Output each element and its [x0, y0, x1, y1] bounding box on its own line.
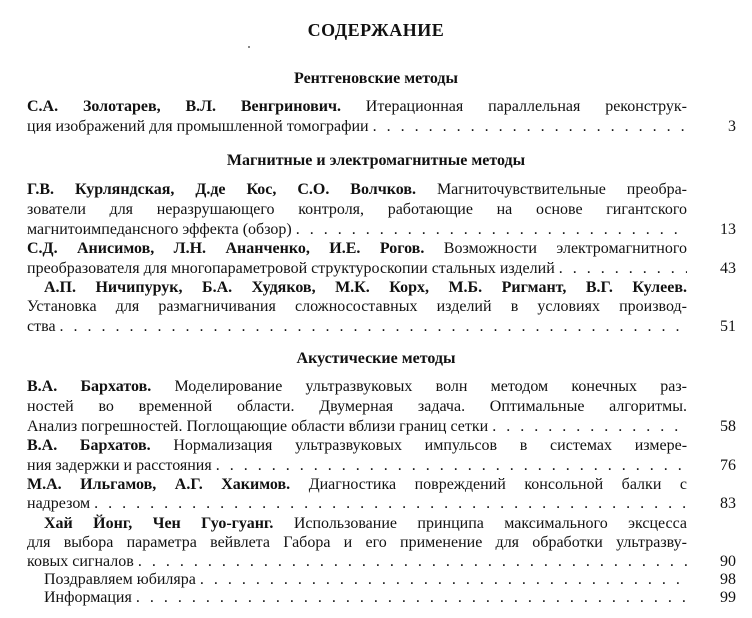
- entry-4-title-part-3: ства: [27, 318, 56, 335]
- entry-8-title-part-1: Использование принципа максимального эксцесса: [293, 515, 688, 532]
- entry-2-page: 13: [720, 221, 736, 238]
- scan-speck: [248, 46, 250, 48]
- entry-3-page: 43: [720, 260, 736, 277]
- entry-2-authors: Г.В. Курляндская, Д.де Кос, С.О. Волчков.: [27, 181, 416, 198]
- entry-5-page: 58: [720, 418, 736, 435]
- section-heading-magnetic: Магнитные и электромагнитные методы: [226, 152, 526, 169]
- entry-3-authors: С.Д. Анисимов, Л.Н. Ананченко, И.Е. Рогов.: [27, 240, 425, 257]
- leader-dots: [373, 118, 687, 136]
- entry-4-line-2: Установка для размагничивания сложносоставных изделий в условиях производ-: [27, 298, 687, 315]
- entry-9-line: [44, 571, 687, 589]
- entry-2-title-part-3: магнитоимпедансного эффекта (обзор): [27, 221, 292, 238]
- entry-3-title-part-2: преобразователя для многопараметровой структуроскопии стальных изделий: [27, 260, 555, 277]
- entry-10-line: [44, 589, 687, 607]
- entry-5-line-2: ностей во временной области. Двумерная задача. Оптимальные алгоритмы.: [27, 398, 687, 415]
- entry-9-page: 98: [720, 571, 736, 588]
- entry-6-line-1: [27, 437, 687, 455]
- leader-dots: [200, 571, 687, 589]
- entry-8-line-3: [27, 553, 687, 571]
- entry-6-authors: В.А. Бархатов.: [27, 437, 151, 454]
- entry-8-line-2: для выбора параметра вейвлета Габора и его применение для обработки ультразву-: [27, 534, 687, 551]
- entry-10-title: Информация: [44, 589, 132, 606]
- entry-4-authors: А.П. Ничипурук, Б.А. Худяков, М.К. Корх, М.Б. Ригмант, В.Г. Кулеев.: [44, 279, 687, 296]
- entry-1-title-part-2: ция изображений для промышленной томографии: [27, 118, 369, 135]
- entry-2-line-3: [27, 221, 687, 239]
- entry-5-title-part-1: Моделирование ультразвуковых волн методом конечных раз-: [174, 378, 688, 395]
- entry-7-line-1: [27, 476, 687, 494]
- entry-5-line-3: [27, 418, 687, 436]
- leader-dots: [138, 553, 687, 571]
- entry-7-authors: М.А. Ильгамов, А.Г. Хакимов.: [27, 476, 291, 493]
- section-heading-xray: Рентгеновские методы: [294, 70, 458, 87]
- entry-6-line-2: [27, 457, 687, 475]
- entry-3-title-part-1: Возможности электромагнитного: [443, 240, 688, 257]
- entry-4-line-3: [27, 318, 687, 336]
- entry-4-page: 51: [720, 318, 736, 335]
- entry-2-title-part-1: Магниточувствительные преобра-: [436, 181, 688, 198]
- entry-5-authors: В.А. Бархатов.: [27, 378, 152, 395]
- entry-4-line-1: [44, 279, 687, 297]
- leader-dots: [94, 495, 687, 513]
- leader-dots: [136, 589, 687, 607]
- entry-5-title-part-3: Анализ погрешностей. Поглощающие области вблизи границ сетки: [27, 418, 489, 435]
- entry-1-line-1: [27, 98, 687, 116]
- leader-dots: [60, 318, 687, 336]
- entry-6-page: 76: [720, 457, 736, 474]
- entry-5-line-1: [27, 378, 687, 396]
- leader-dots: [492, 418, 687, 436]
- entry-7-page: 83: [720, 495, 736, 512]
- entry-10-page: 99: [720, 589, 736, 606]
- section-heading-acoustic: Акустические методы: [296, 350, 456, 367]
- entry-1-page: 3: [728, 118, 736, 135]
- entry-8-title-part-3: ковых сигналов: [27, 553, 134, 570]
- entry-2-line-2: зователи для неразрушающего контроля, работающие на основе гигантского: [27, 201, 687, 218]
- leader-dots: [559, 260, 687, 278]
- leader-dots: [296, 221, 687, 239]
- entry-7-line-2: [27, 495, 687, 513]
- entry-1-authors: С.А. Золотарев, В.Л. Венгринович.: [27, 98, 341, 115]
- entry-8-line-1: [44, 515, 687, 533]
- entry-3-line-1: [27, 240, 687, 258]
- entry-3-line-2: [27, 260, 687, 278]
- entry-6-title-part-2: ния задержки и расстояния: [27, 457, 212, 474]
- entry-1-title-part-1: Итерационная параллельная реконструк-: [365, 98, 687, 115]
- entry-2-line-1: [27, 181, 687, 199]
- page-title: СОДЕРЖАНИЕ: [307, 20, 445, 40]
- entry-7-title-part-1: Диагностика повреждений консольной балки с: [308, 476, 687, 493]
- entry-6-title-part-1: Нормализация ультразвуковых импульсов в системах измере-: [173, 437, 688, 454]
- leader-dots: [216, 457, 687, 475]
- entry-7-title-part-2: надрезом: [27, 495, 91, 512]
- entry-8-authors: Хай Йонг, Чен Гуо-гуанг.: [44, 515, 274, 532]
- entry-1-line-2: [27, 118, 687, 136]
- entry-9-title: Поздравляем юбиляра: [44, 571, 196, 588]
- entry-8-page: 90: [720, 553, 736, 570]
